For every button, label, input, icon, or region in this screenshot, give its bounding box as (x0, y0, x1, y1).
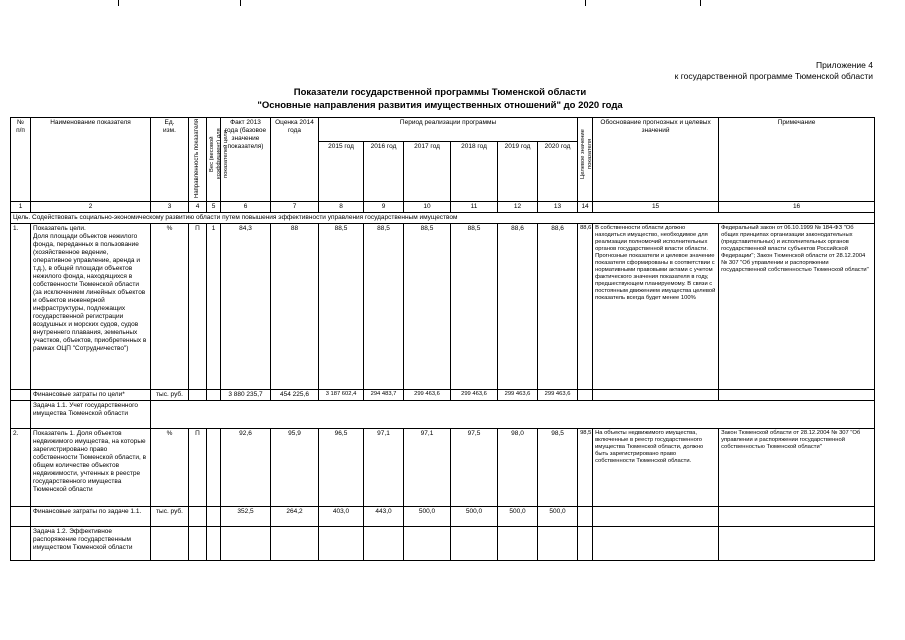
header-target-text: Целевое значение показателя (580, 129, 594, 179)
task-title: Задача 1.1. Учет государственного имущества Тюменской области (31, 401, 151, 429)
financing-year-value: 299 463,6 (404, 390, 451, 401)
empty-cell (578, 507, 593, 527)
header-year: 2017 год (404, 142, 451, 202)
empty-cell (189, 390, 207, 401)
top-edge-mark (585, 0, 586, 6)
empty-cell (221, 527, 271, 561)
header-year: 2019 год (498, 142, 538, 202)
empty-cell (11, 507, 31, 527)
column-number: 13 (538, 202, 578, 213)
column-number: 8 (319, 202, 364, 213)
indicator-unit: % (151, 429, 189, 507)
note-text: Федеральный закон от 06.10.1999 № 184-ФЗ "Об общих принципах организации законодательных (представительных) и исполнительных органов государственной власти субъектов Российской Федерации"; Закон Тюменской области от 28.12.2004 № 307 "Об управлении и распоряжении государственной собственностью Тюменской области" (719, 224, 875, 390)
indicator-name: Показатель 1. Доля объектов недвижимого имущества, на которые зарегистрировано право собственности Тюменской области, в общем количестве объектов недвижимости, учтенных в реестре государственного имущества Тюменской области (31, 429, 151, 507)
financing-year-value: 500,0 (404, 507, 451, 527)
financing-row (11, 507, 875, 527)
indicator-name: Показатель цели. Доля площади объектов нежилого фонда, переданных в пользование (хозяйственное ведение, оперативное управление, аренда и т.д.), в общей площади объектов нежилого фонда, находящихся в собственности Тюменской области (за исключением линейных объектов и объектов инженерной инфраструктуры, подлежащих государственной регистрации воздушных и морских судов, судов внутреннего плавания, земельных участков, объектов, приобретенных в рамках ОЦП "Сотрудничество") (31, 224, 151, 390)
year-value: 97,5 (451, 429, 498, 507)
top-edge-mark (118, 0, 119, 6)
column-numbers-row (11, 202, 875, 213)
column-number: 16 (719, 202, 875, 213)
indicator-row (11, 224, 875, 390)
year-value: 88,6 (538, 224, 578, 390)
empty-cell (538, 527, 578, 561)
justification-text: В собственности области должно находиться имущество, необходимое для реализации полномочий исполнительных органов государственной власти области. Прогнозные показатели и целевое значение показателя сформированы в соответствии с нормативными правовыми актами с учетом фактического значения показателя в году, предшествующем планируемому. В связи с постоянным движением имущества целевой показатель всегда будет менее 100% (593, 224, 719, 390)
empty-cell (451, 527, 498, 561)
financing-year-value: 294 483,7 (364, 390, 404, 401)
empty-cell (319, 527, 364, 561)
indicator-direction: П (189, 429, 207, 507)
empty-cell (207, 527, 221, 561)
year-value: 97,1 (404, 429, 451, 507)
year-value: 97,1 (364, 429, 404, 507)
empty-cell (189, 527, 207, 561)
header-direction (189, 118, 207, 202)
financing-year-value: 500,0 (498, 507, 538, 527)
empty-cell (189, 507, 207, 527)
header-year: 2020 год (538, 142, 578, 202)
header-row-1 (11, 118, 875, 142)
header-target (578, 118, 593, 202)
financing-row (11, 390, 875, 401)
empty-cell (593, 390, 719, 401)
financing-year-value: 299 463,6 (498, 390, 538, 401)
empty-cell (11, 390, 31, 401)
header-name: Наименование показателя (31, 118, 151, 202)
target-value: 88,6 (578, 224, 593, 390)
empty-cell (207, 390, 221, 401)
financing-year-value: 500,0 (538, 507, 578, 527)
title-line-2: "Основные направления развития имущественных отношений" до 2020 года (257, 100, 623, 111)
document-title (170, 86, 710, 112)
year-value: 98,5 (538, 429, 578, 507)
annex-line-2: к государственной программе Тюменской области (674, 71, 873, 81)
goal-row (11, 213, 875, 224)
estimate-2014-value: 95,9 (271, 429, 319, 507)
header-direction-text: Направленность показателя (194, 119, 200, 199)
header-weight (207, 118, 229, 202)
indicator-unit: % (151, 224, 189, 390)
title-line-1: Показатели государственной программы Тюменской области (293, 87, 587, 98)
empty-cell (364, 527, 404, 561)
task-title: Задача 1.2. Эффективное распоряжение государственным имуществом Тюменской области (31, 527, 151, 561)
year-value: 88,5 (319, 224, 364, 390)
column-number: 9 (364, 202, 404, 213)
column-number: 3 (151, 202, 189, 213)
estimate-2014-value: 88 (271, 224, 319, 390)
indicator-row (11, 429, 875, 507)
financing-year-value: 500,0 (451, 507, 498, 527)
year-value: 96,5 (319, 429, 364, 507)
header-no: № п/п (11, 118, 31, 202)
column-number: 5 (207, 202, 221, 213)
goal-text: Цель. Содействовать социально-экономическому развитию области путем повышения эффективности управления государственным имуществом (11, 213, 875, 224)
empty-cell (151, 527, 189, 561)
indicator-direction: П (189, 224, 207, 390)
column-number: 4 (189, 202, 207, 213)
column-number: 12 (498, 202, 538, 213)
empty-cell (207, 429, 221, 507)
empty-cell (578, 527, 593, 561)
financing-label: Финансовые затраты по задаче 1.1. (31, 507, 151, 527)
column-number: 11 (451, 202, 498, 213)
header-estimate-2014: Оценка 2014 года (271, 118, 319, 202)
year-value: 88,5 (404, 224, 451, 390)
empty-cell (593, 527, 719, 561)
column-number: 10 (404, 202, 451, 213)
note-text: Закон Тюменской области от 28.12.2004 № 307 "Об управлении и распоряжении государственной собственностью Тюменской области" (719, 429, 875, 507)
empty-cell (498, 527, 538, 561)
header-note: Примечание (719, 118, 875, 202)
financing-fact-2013: 3 880 235,7 (221, 390, 271, 401)
target-value: 98,5 (578, 429, 593, 507)
header-weight-text: Вес (весовой коэффициент) для показателей цели (209, 128, 229, 180)
column-number: 6 (221, 202, 271, 213)
empty-cell (11, 527, 31, 561)
top-edge-mark (700, 0, 701, 6)
empty-cell (719, 527, 875, 561)
financing-estimate-2014: 454 225,6 (271, 390, 319, 401)
empty-cell (578, 390, 593, 401)
task-row (11, 401, 875, 429)
financing-year-value: 403,0 (319, 507, 364, 527)
header-year: 2018 год (451, 142, 498, 202)
justification-text: На объекты недвижимого имущества, включенные в реестр государственного имущества Тюменской области, должно быть зарегистрировано право собственности Тюменской области. (593, 429, 719, 507)
column-number: 15 (593, 202, 719, 213)
empty-cell (271, 527, 319, 561)
column-number: 2 (31, 202, 151, 213)
fact-2013-value: 92,6 (221, 429, 271, 507)
top-edge-mark (240, 0, 241, 6)
row-number: 1. (11, 224, 31, 390)
empty-cell (11, 401, 31, 429)
financing-label: Финансовые затраты по цели* (31, 390, 151, 401)
task-row (11, 527, 875, 561)
column-number: 14 (578, 202, 593, 213)
financing-unit: тыс. руб. (151, 507, 189, 527)
year-value: 88,6 (498, 224, 538, 390)
financing-fact-2013: 352,5 (221, 507, 271, 527)
annex-note (573, 60, 873, 82)
empty-cell (593, 507, 719, 527)
indicators-table (10, 117, 875, 561)
row-number: 2. (11, 429, 31, 507)
empty-cell (719, 507, 875, 527)
year-value: 88,5 (364, 224, 404, 390)
empty-cell (207, 507, 221, 527)
header-year: 2016 год (364, 142, 404, 202)
header-justification: Обоснование прогнозных и целевых значений (593, 118, 719, 202)
year-value: 98,0 (498, 429, 538, 507)
fact-2013-value: 84,3 (221, 224, 271, 390)
indicator-weight: 1 (207, 224, 221, 390)
empty-cell (151, 401, 875, 429)
empty-cell (404, 527, 451, 561)
header-unit: Ед. изм. (151, 118, 189, 202)
financing-year-value: 3 187 602,4 (319, 390, 364, 401)
financing-year-value: 299 463,6 (451, 390, 498, 401)
header-period: Период реализации программы (319, 118, 578, 142)
header-year: 2015 год (319, 142, 364, 202)
financing-unit: тыс. руб. (151, 390, 189, 401)
column-number: 1 (11, 202, 31, 213)
header-fact-2013: Факт 2013 года (базовое значение показателя) (221, 118, 271, 202)
year-value: 88,5 (451, 224, 498, 390)
financing-estimate-2014: 264,2 (271, 507, 319, 527)
annex-line-1: Приложение 4 (816, 60, 873, 70)
column-number: 7 (271, 202, 319, 213)
empty-cell (719, 390, 875, 401)
financing-year-value: 443,0 (364, 507, 404, 527)
financing-year-value: 299 463,6 (538, 390, 578, 401)
